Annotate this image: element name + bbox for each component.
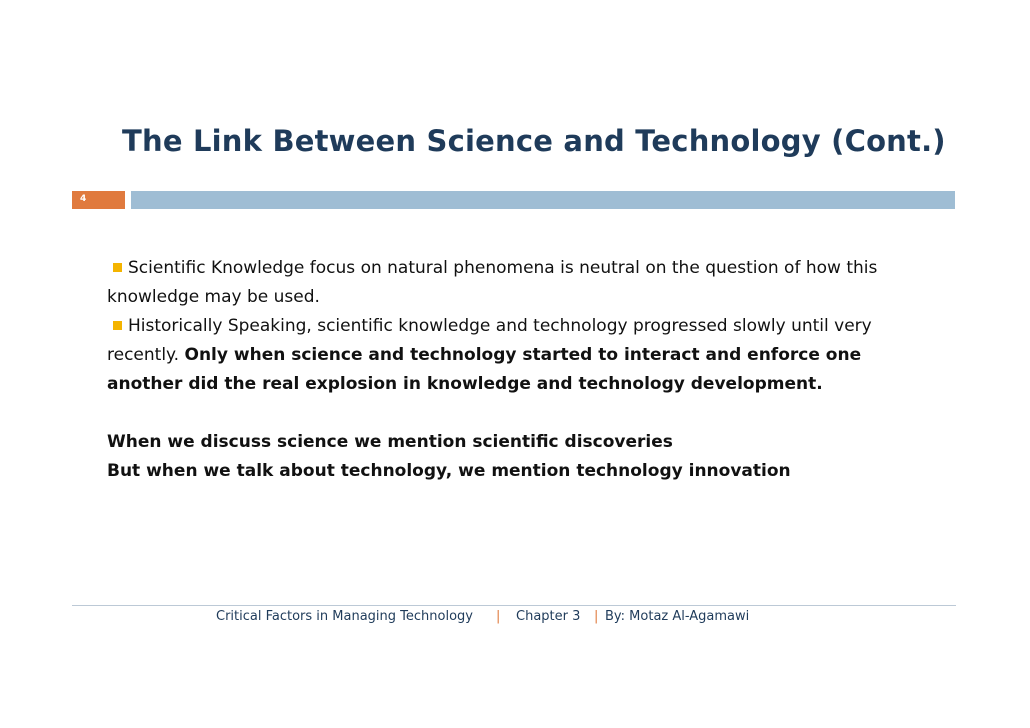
slide-body bbox=[107, 254, 937, 486]
footer-course-title: Critical Factors in Managing Technology bbox=[216, 609, 473, 624]
footer-separator: | bbox=[496, 609, 501, 624]
bullet-square-icon bbox=[113, 263, 122, 272]
bullet-paragraph-2 bbox=[107, 312, 937, 399]
bullet-2-text: Historically Speaking, scientific knowledge and technology progressed slowly until very recently. bbox=[107, 316, 872, 365]
slide-number: 4 bbox=[80, 194, 87, 204]
footer-divider bbox=[72, 605, 956, 606]
footer-author: By: Motaz Al-Agamawi bbox=[605, 609, 750, 624]
footer-separator: | bbox=[594, 609, 599, 624]
bullet-2-emphasis: Only when science and technology started to interact and enforce one another did the real explosion in knowledge and technology development. bbox=[107, 345, 862, 394]
title-underline-bar bbox=[131, 191, 955, 209]
bullet-paragraph-1 bbox=[107, 254, 937, 312]
footer-chapter: Chapter 3 bbox=[516, 609, 581, 624]
innovation-line: But when we talk about technology, we mention technology innovation bbox=[107, 461, 791, 481]
paragraph-gap bbox=[107, 399, 937, 428]
slide-number-box bbox=[72, 191, 125, 209]
discoveries-line: When we discuss science we mention scientific discoveries bbox=[107, 432, 673, 452]
bullet-1-text: Scientific Knowledge focus on natural phenomena is neutral on the question of how this knowledge may be used. bbox=[107, 258, 878, 307]
slide-title: The Link Between Science and Technology (Cont.) bbox=[122, 124, 946, 158]
bullet-square-icon bbox=[113, 321, 122, 330]
